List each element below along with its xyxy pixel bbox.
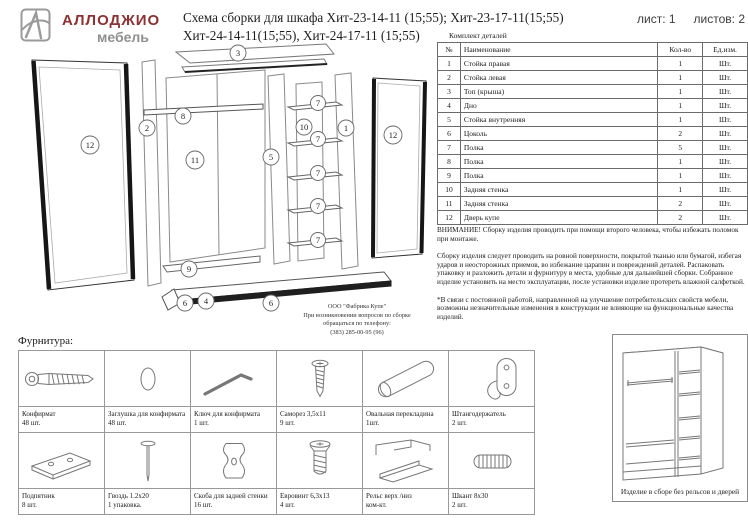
title-line-1: Схема сборки для шкафа Хит-23-14-11 (15;55); Хит-23-17-11(15;55) bbox=[183, 10, 564, 25]
callout-12-left: 12 bbox=[85, 140, 95, 150]
hex-key-icon bbox=[191, 351, 277, 407]
hardware-label-confirmat: Конфирмат 48 шт. bbox=[19, 407, 105, 433]
callout-12-right: 12 bbox=[388, 130, 398, 140]
assembled-wardrobe-drawing bbox=[613, 336, 745, 484]
part-num: 10 bbox=[438, 183, 461, 197]
brand-subtitle: мебель bbox=[97, 29, 149, 45]
header-name: Наименование bbox=[460, 43, 657, 57]
part-qty: 1 bbox=[658, 155, 703, 169]
part-name: Дно bbox=[460, 99, 657, 113]
part-num: 5 bbox=[438, 113, 461, 127]
part-num: 11 bbox=[438, 197, 461, 211]
part-qty: 1 bbox=[658, 113, 703, 127]
confirmat-icon bbox=[19, 351, 105, 407]
screw-icon bbox=[277, 351, 363, 407]
callout-7-5: 7 bbox=[315, 235, 321, 245]
part-num: 4 bbox=[438, 99, 461, 113]
part-unit: Шт. bbox=[703, 113, 748, 127]
table-row bbox=[438, 85, 748, 99]
header-qty: Кол-во bbox=[658, 43, 703, 57]
part-unit: Шт. bbox=[703, 211, 748, 225]
cap-icon bbox=[105, 351, 191, 407]
part-unit: Шт. bbox=[703, 99, 748, 113]
dowel-icon bbox=[449, 433, 535, 489]
manufacturer-line2: При возникновении вопросов по сборке bbox=[303, 311, 411, 319]
warning-text: ВНИМАНИЕ! Сборку изделия проводить при помощи второго человека, чтобы избежать поломок при монтаже. bbox=[437, 226, 739, 243]
part-unit: Шт. bbox=[703, 141, 748, 155]
table-row bbox=[438, 169, 748, 183]
parts-table-title: Комплект деталей bbox=[449, 31, 507, 40]
callout-7-3: 7 bbox=[315, 168, 321, 178]
manufacturer-company: ООО "Фабрика Купе" bbox=[327, 303, 387, 310]
table-row bbox=[438, 113, 748, 127]
part-unit: Шт. bbox=[703, 71, 748, 85]
exploded-assembly-diagram bbox=[20, 40, 440, 340]
table-row bbox=[438, 127, 748, 141]
part-name: Цоколь bbox=[460, 127, 657, 141]
part-name: Стойка левая bbox=[460, 71, 657, 85]
assembled-view-caption: Изделие в сборе без рельсов и дверей bbox=[620, 487, 740, 496]
sheet-number: лист: 1 bbox=[637, 12, 676, 26]
part-num: 8 bbox=[438, 155, 461, 169]
hardware-label-rod-holder: Штангодержатель 2 шт. bbox=[449, 407, 535, 433]
callout-6-right: 6 bbox=[268, 298, 274, 308]
hardware-label-nail: Гвоздь 1.2х20 1 упаковка. bbox=[105, 489, 191, 515]
table-row bbox=[438, 99, 748, 113]
disclaimer-note: *В связи с постоянной работой, направленной на улучшение потребительских свойств мебели, возможны незначительные изменения в конструкции не влияющие на функциональные качества изделий. bbox=[437, 295, 734, 321]
callout-4: 4 bbox=[203, 296, 209, 306]
part-qty: 1 bbox=[658, 169, 703, 183]
wardrobe-panels bbox=[142, 44, 391, 310]
part-qty: 1 bbox=[658, 99, 703, 113]
part-num: 9 bbox=[438, 169, 461, 183]
manufacturer-phone: (383) 285-00-95 (96) bbox=[330, 328, 384, 336]
hardware-label-dowel: Шкант 8х30 2 шт. bbox=[449, 489, 535, 515]
hardware-label-bracket: Скоба для задней стенки 16 шт. bbox=[191, 489, 277, 515]
part-unit: Шт. bbox=[703, 155, 748, 169]
assembled-view-panel bbox=[612, 334, 748, 502]
callout-5: 5 bbox=[268, 152, 274, 162]
table-row bbox=[438, 197, 748, 211]
parts-table bbox=[437, 42, 748, 225]
part-num: 1 bbox=[438, 57, 461, 71]
oval-bar-icon bbox=[363, 351, 449, 407]
part-name: Полка bbox=[460, 141, 657, 155]
part-name: Стойка внутренняя bbox=[460, 113, 657, 127]
part-name: Дверь купе bbox=[460, 211, 657, 225]
callout-3: 3 bbox=[235, 48, 241, 58]
callout-1: 1 bbox=[343, 123, 349, 133]
callout-6-left: 6 bbox=[182, 298, 188, 308]
part-name: Задняя стенка bbox=[460, 197, 657, 211]
table-row bbox=[438, 211, 748, 225]
part-unit: Шт. bbox=[703, 127, 748, 141]
callout-7-4: 7 bbox=[315, 201, 321, 211]
hardware-label-key: Ключ для конфирмата 1 шт. bbox=[191, 407, 277, 433]
hardware-grid bbox=[18, 350, 535, 515]
part-name: Полка bbox=[460, 169, 657, 183]
callout-2: 2 bbox=[144, 123, 150, 133]
header-unit: Ед.изм. bbox=[703, 43, 748, 57]
part-unit: Шт. bbox=[703, 183, 748, 197]
part-unit: Шт. bbox=[703, 57, 748, 71]
hardware-label-screw: Саморез 3,5х11 9 шт. bbox=[277, 407, 363, 433]
euro-screw-icon bbox=[277, 433, 363, 489]
table-row bbox=[438, 71, 748, 85]
part-num: 12 bbox=[438, 211, 461, 225]
notices bbox=[437, 226, 746, 330]
part-qty: 1 bbox=[658, 57, 703, 71]
parts-header-row bbox=[438, 43, 748, 57]
hardware-label-cap: Заглушка для конфирмата 48 шт. bbox=[105, 407, 191, 433]
part-name: Задняя стенка bbox=[460, 183, 657, 197]
nail-icon bbox=[105, 433, 191, 489]
part-name: Стойка правая bbox=[460, 57, 657, 71]
part-qty: 1 bbox=[658, 85, 703, 99]
sheet-info bbox=[637, 12, 748, 26]
part-num: 6 bbox=[438, 127, 461, 141]
title-line-2: Хит-24-14-11(15;55), Хит-24-17-11 (15;55) bbox=[183, 28, 420, 43]
table-row bbox=[438, 141, 748, 155]
sheets-total: листов: 2 bbox=[693, 12, 746, 26]
part-unit: Шт. bbox=[703, 85, 748, 99]
part-qty: 5 bbox=[658, 141, 703, 155]
callout-10: 10 bbox=[299, 122, 309, 132]
part-unit: Шт. bbox=[703, 197, 748, 211]
bracket-icon bbox=[191, 433, 277, 489]
part-num: 3 bbox=[438, 85, 461, 99]
part-name: Полка bbox=[460, 155, 657, 169]
callout-9: 9 bbox=[186, 264, 192, 274]
part-num: 7 bbox=[438, 141, 461, 155]
part-name: Топ (крыша) bbox=[460, 85, 657, 99]
part-qty: 1 bbox=[658, 71, 703, 85]
assembly-instructions: Сборку изделия следует проводить на ровной поверхности, покрытой тканью или бумагой, избегая ударов и неосторожных приемов, во избежание царапин и повреждений деталей. Распаковать упаковку и разложить детали и фурнитуру в места, удобные для дальнейшей сборки. Собранное изделие установить на место эксплуатации, после установки изделие протереть влажной салфеткой. bbox=[437, 252, 745, 286]
rod-holder-icon bbox=[449, 351, 535, 407]
manufacturer-line3: обращаться по телефону: bbox=[323, 320, 391, 328]
brand-name: АЛЛОДЖИО bbox=[62, 12, 161, 29]
part-qty: 2 bbox=[658, 127, 703, 141]
callout-11: 11 bbox=[190, 155, 200, 165]
table-row bbox=[438, 57, 748, 71]
table-row bbox=[438, 155, 748, 169]
rail-icon bbox=[363, 433, 449, 489]
table-row bbox=[438, 183, 748, 197]
part-unit: Шт. bbox=[703, 169, 748, 183]
part-qty: 1 bbox=[658, 183, 703, 197]
callout-7-2: 7 bbox=[315, 134, 321, 144]
hardware-label-oval-bar: Овальная перекладина 1шт. bbox=[363, 407, 449, 433]
part-qty: 2 bbox=[658, 197, 703, 211]
part-num: 2 bbox=[438, 71, 461, 85]
hardware-title: Фурнитура: bbox=[18, 335, 74, 347]
foot-pad-icon bbox=[19, 433, 105, 489]
hardware-label-rail: Рельс верх /низ ком-кт. bbox=[363, 489, 449, 515]
part-qty: 2 bbox=[658, 211, 703, 225]
hardware-label-euro-screw: Евровинт 6,3х13 4 шт. bbox=[277, 489, 363, 515]
hardware-label-foot-pad: Подпятник 8 шт. bbox=[19, 489, 105, 515]
callout-8: 8 bbox=[180, 111, 186, 121]
manufacturer-contact bbox=[283, 303, 431, 337]
header-num: № bbox=[438, 43, 461, 57]
callout-7-1: 7 bbox=[315, 98, 321, 108]
